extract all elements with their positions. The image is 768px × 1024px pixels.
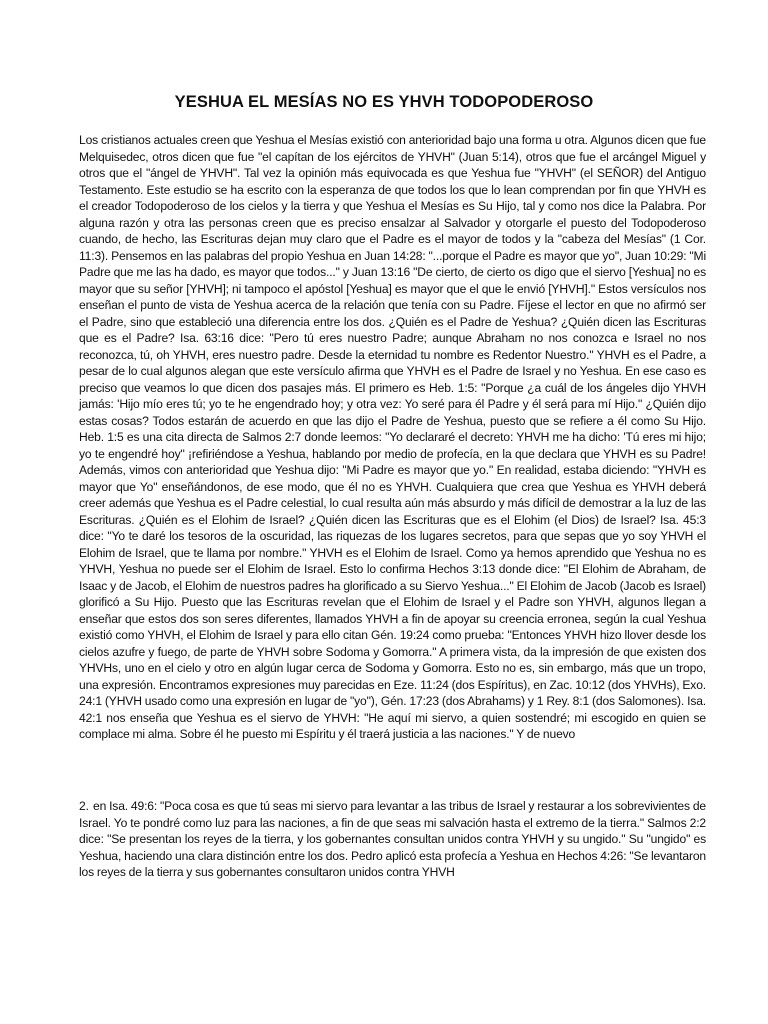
numbered-paragraph-text: en Isa. 49:6: "Poca cosa es que tú seas mi siervo para levantar a las tribus de Israel y restaurar a los sobrevivientes de Israel. Yo te pondré como luz para las naciones, a fin de que seas mi salvación hasta el extremo de la tierra." Salmos 2:2 dice: "Se presentan los reyes de la tierra, y los gobernantes consultan unidos contra YHVH y su ungido." Su "ungido" es Yeshua, haciendo una clara distinción entre los dos. Pedro aplicó esta profecía a Yeshua en Hechos 4:26: "Se levantaron los reyes de la tierra y sus gobernantes consultaron unidos contra YHVH xyxy=(79,799,706,879)
list-number: 2. xyxy=(79,799,89,813)
body-paragraph: Los cristianos actuales creen que Yeshua el Mesías existió con anterioridad bajo una forma u otra. Algunos dicen que fue Melquisedec, otros dicen que fue "el capítan de los ejércitos de YHVH" (Juan 5:14), otros que fue el arcángel Miguel y otros que el "ángel de YHVH". Tal vez la opinión más equivocada es que Yeshua fue "YHVH" (el SEÑOR) del Antiguo Testamento. Este estudio se ha escrito con la esperanza de que todos los que lo lean comprendan por fin que YHVH es el creador Todopoderoso de los cielos y la tierra y que Yeshua el Mesías es Su Hijo, tal y como nos dice la Palabra. Por alguna razón y otra las personas creen que es preciso ensalzar al Salvador y otorgarle el puesto del Todopoderoso cuando, de hecho, las Escrituras dejan muy claro que el Padre es el mayor de todos y la "cabeza del Mesías" (1 Cor. 11:3). Pensemos en las palabras del propio Yeshua en Juan 14:28: "...porque el Padre es mayor que yo", Juan 10:29: "Mi Padre que me las ha dado, es mayor que todos..." y Juan 13:16 "De cierto, de cierto os digo que el siervo [Yeshua] no es mayor que su señor [YHVH]; ni tampoco el apóstol [Yeshua] es mayor que el que le envió [YHVH]." Estos versículos nos enseñan el punto de vista de Yeshua acerca de la relación que tenía con su Padre. Fíjese el lector en que no afirmó ser el Padre, sino que estableció una diferencia entre los dos. ¿Quién es el Padre de Yeshua? ¿Quién dicen las Escrituras que es el Padre? Isa. 63:16 dice: "Pero tú eres nuestro Padre; aunque Abraham no nos conozca e Israel no nos reconozca, tú, oh YHVH, eres nuestro padre. Desde la eternidad tu nombre es Redentor Nuestro." YHVH es el Padre, a pesar de lo cual algunos alegan que este versículo afirma que YHVH es el Padre de Israel y no Yeshua. En ese caso es preciso que veamos lo que dicen dos pasajes más. El primero es Heb. 1:5: "Porque ¿a cuál de los ángeles dijo YHVH jamás: 'Hijo mío eres tú; yo te he engendrado hoy; y otra vez: Yo seré para él Padre y él será para mí Hijo." ¿Quién dijo estas cosas? Todos estarán de acuerdo en que las dijo el Padre de Yeshua, puesto que se refiere a él como Su Hijo. Heb. 1:5 es una cita directa de Salmos 2:7 donde leemos: "Yo declararé el decreto: YHVH me ha dicho: 'Tú eres mi hijo; yo te engendré hoy" ¡refiriéndose a Yeshua, hablando por medio de profecía, en la que declara que YHVH es su Padre! Además, vimos con anterioridad que Yeshua dijo: "Mi Padre es mayor que yo." En realidad, estaba diciendo: "YHVH es mayor que Yo" enseñándonos, de ese modo, que él no es YHVH. Cualquiera que crea que Yeshua es YHVH deberá creer además que Yeshua es el Padre celestial, lo cual resulta aún más absurdo y más difícil de demostrar a la luz de las Escrituras. ¿Quién es el Elohim de Israel? ¿Quién dicen las Escrituras que es el Elohim (el Dios) de Israel? Isa. 45:3 dice: "Yo te daré los tesoros de la oscuridad, las riquezas de los lugares secretos, para que sepas que yo soy YHVH el Elohim de Israel, que te llama por nombre." YHVH es el Elohim de Israel. Como ya hemos aprendido que Yeshua no es YHVH, Yeshua no puede ser el Elohim de Israel. Esto lo confirma Hechos 3:13 donde dice: "El Elohim de Abraham, de Isaac y de Jacob, el Elohim de nuestros padres ha glorificado a su Siervo Yeshua..." El Elohim de Jacob (Jacob es Israel) glorificó a Su Hijo. Puesto que las Escrituras revelan que el Elohim de Israel y el Padre son YHVH, algunos llegan a enseñar que estos dos son seres diferentes, llamados YHVH a fin de apoyar su creencia erronea, según la cual Yeshua existió como YHVH, el Elohim de Israel y para ello citan Gén. 19:24 como prueba: "Entonces YHVH hizo llover desde los cielos azufre y fuego, de parte de YHVH sobre Sodoma y Gomorra." A primera vista, da la impresión de que existen dos YHVHs, uno en el cielo y otro en algún lugar cerca de Sodoma y Gomorra. Esto no es, sin embargo, más que un tropo, una expresión. Encontramos expresiones muy parecidas en Eze. 11:24 (dos Espíritus), en Zac. 10:12 (dos YHVHs), Exo. 24:1 (YHVH usado como una expresión en lugar de "yo"), Gén. 17:23 (dos Abrahams) y 1 Rey. 8:1 (dos Salomones). Isa. 42:1 nos enseña que Yeshua es el siervo de YHVH: "He aquí mi siervo, a quien sostendré; mi escogido en quien se complace mi alma. Sobre él he puesto mi Espíritu y él traerá justicia a las naciones." Y de nuevo xyxy=(79,133,706,741)
document-title: YESHUA EL MESÍAS NO ES YHVH TODOPODEROSO xyxy=(174,93,594,111)
numbered-paragraph xyxy=(79,798,706,881)
